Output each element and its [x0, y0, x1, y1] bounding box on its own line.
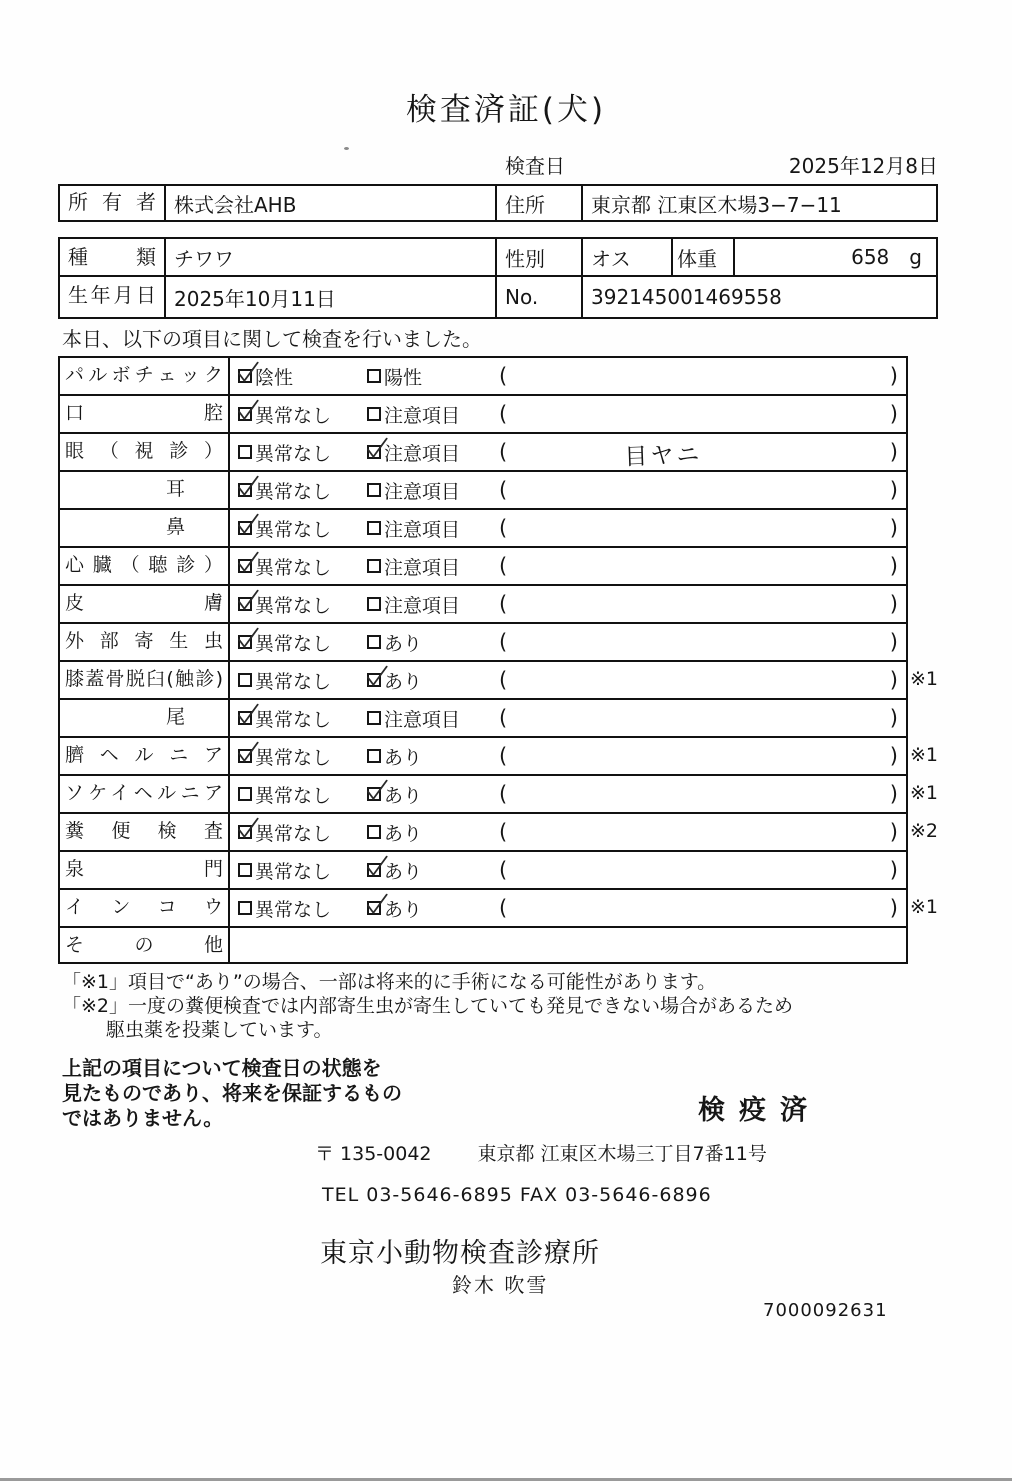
handwritten-note	[472, 599, 854, 612]
option-label: あり	[384, 670, 423, 693]
inspection-row	[60, 396, 906, 434]
check-mark-icon	[364, 852, 390, 880]
weight-value: 658	[851, 245, 890, 269]
option-label: 異常なし	[255, 784, 332, 807]
weight-cell	[735, 239, 936, 275]
option-1	[230, 553, 367, 580]
checkbox	[367, 407, 381, 421]
inspection-row	[60, 700, 906, 738]
option-label: 注意項目	[384, 442, 461, 465]
option-2	[367, 401, 499, 428]
inspection-row	[60, 776, 939, 814]
handwritten-note	[472, 409, 854, 422]
item-label: 眼（視診）	[60, 434, 230, 470]
option-label: あり	[384, 822, 423, 845]
tel-fax: TEL 03-5646-6895 FAX 03-5646-6896	[322, 1184, 712, 1206]
item-content	[230, 776, 906, 812]
checkbox	[238, 749, 252, 763]
footnote-mark: ※1	[910, 896, 939, 918]
weight-unit: g	[909, 245, 922, 269]
option-label: 異常なし	[255, 898, 332, 921]
checkbox	[367, 483, 381, 497]
open-paren: (	[499, 858, 508, 882]
open-paren: (	[499, 782, 508, 806]
check-mark-icon	[235, 472, 261, 500]
option-2	[367, 895, 499, 922]
option-2	[367, 819, 499, 846]
close-paren: )	[889, 896, 898, 920]
page-title: 検査済証(犬)	[405, 92, 607, 128]
checkbox	[238, 445, 252, 459]
option-1	[230, 857, 367, 884]
check-mark-icon	[235, 700, 261, 728]
option-label: 異常なし	[255, 822, 332, 845]
open-paren: (	[499, 896, 508, 920]
option-1	[230, 705, 367, 732]
check-mark-icon	[364, 434, 390, 462]
option-2	[367, 363, 499, 390]
disclaimer-line-2: 見たものであり、将来を保証するもの	[62, 1081, 402, 1105]
address-label: 住所	[497, 186, 583, 220]
checkbox	[367, 901, 381, 915]
checkbox	[367, 825, 381, 839]
checkbox	[367, 559, 381, 573]
open-paren: (	[499, 706, 508, 730]
option-label: 異常なし	[255, 556, 332, 579]
item-label: 外部寄生虫	[60, 624, 230, 660]
item-label: 尾	[60, 700, 230, 736]
close-paren: )	[889, 858, 898, 882]
handwritten-note	[472, 713, 854, 726]
checkbox	[367, 673, 381, 687]
option-2	[367, 743, 499, 770]
item-content	[230, 700, 906, 736]
inspection-row	[60, 548, 906, 586]
option-label: 異常なし	[255, 404, 332, 427]
close-paren: )	[889, 820, 898, 844]
checkbox	[367, 445, 381, 459]
checkbox	[367, 787, 381, 801]
item-content	[230, 662, 906, 698]
item-label: 糞便検査	[60, 814, 230, 850]
checkbox	[238, 597, 252, 611]
footnotes	[62, 970, 793, 1042]
checkbox	[367, 521, 381, 535]
check-mark-icon	[235, 358, 261, 386]
clinic-address: 東京都 江東区木場三丁目7番11号	[477, 1143, 767, 1165]
close-paren: )	[889, 630, 898, 654]
checkbox	[238, 825, 252, 839]
option-2	[367, 553, 499, 580]
vet-name: 鈴木 吹雪	[452, 1273, 549, 1297]
open-paren: (	[499, 516, 508, 540]
checkbox	[367, 711, 381, 725]
check-mark-icon	[235, 814, 261, 842]
sex-label: 性別	[497, 239, 583, 275]
serial-number: 7000092631	[763, 1300, 888, 1321]
option-1	[230, 439, 367, 466]
option-label: 注意項目	[384, 518, 461, 541]
open-paren: (	[499, 554, 508, 578]
option-label: 異常なし	[255, 632, 332, 655]
close-paren: )	[889, 592, 898, 616]
handwritten-note	[472, 675, 854, 688]
check-mark-icon	[364, 890, 390, 918]
inspection-date-label: 検査日	[505, 154, 565, 178]
check-mark-icon	[235, 624, 261, 652]
option-2	[367, 857, 499, 884]
item-label: 臍ヘルニア	[60, 738, 230, 774]
close-paren: )	[889, 706, 898, 730]
open-paren: (	[499, 744, 508, 768]
option-label: 異常なし	[255, 708, 332, 731]
inspection-date-row	[505, 150, 938, 179]
checkbox	[367, 863, 381, 877]
check-mark-icon	[235, 738, 261, 766]
item-label: 皮膚	[60, 586, 230, 622]
item-content	[230, 814, 906, 850]
close-paren: )	[889, 554, 898, 578]
handwritten-note	[472, 865, 854, 878]
clinic-address-row	[315, 1139, 767, 1166]
item-label: 泉門	[60, 852, 230, 888]
checkbox	[238, 559, 252, 573]
item-label: 口腔	[60, 396, 230, 432]
option-2	[367, 705, 499, 732]
option-label: あり	[384, 746, 423, 769]
option-1	[230, 743, 367, 770]
intro-text: 本日、以下の項目に関して検査を行いました。	[62, 327, 482, 351]
address-value: 東京都 江東区木場3−7−11	[591, 192, 842, 217]
checkbox	[367, 369, 381, 383]
handwritten-note	[472, 751, 854, 764]
owner-label: 所有者	[60, 186, 166, 220]
item-content	[230, 928, 906, 962]
item-label: インコウ	[60, 890, 230, 926]
option-2	[367, 515, 499, 542]
option-label: 異常なし	[255, 594, 332, 617]
option-1	[230, 819, 367, 846]
birth-label: 生年月日	[60, 277, 166, 317]
footnote-1: 「※1」項目で“あり”の場合、一部は将来的に手術になる可能性があります。	[62, 971, 717, 993]
option-label: 注意項目	[384, 556, 461, 579]
item-label: 膝蓋骨脱臼(触診)	[60, 662, 230, 698]
no-label: No.	[497, 277, 583, 317]
inspection-date-value: 2025年12月8日	[788, 154, 938, 178]
inspection-row	[60, 928, 906, 962]
open-paren: (	[499, 592, 508, 616]
option-1	[230, 515, 367, 542]
checkbox	[238, 787, 252, 801]
option-label: 異常なし	[255, 480, 332, 503]
check-mark-icon	[235, 396, 261, 424]
inspection-row	[60, 814, 939, 852]
breed-label: 種類	[60, 239, 166, 275]
option-label: 異常なし	[255, 860, 332, 883]
option-1	[230, 781, 367, 808]
sex-value: オス	[583, 239, 673, 275]
handwritten-note	[472, 903, 854, 916]
checkbox	[367, 749, 381, 763]
inspection-row	[60, 738, 939, 776]
inspection-row	[60, 662, 939, 700]
close-paren: )	[889, 782, 898, 806]
handwritten-note	[472, 827, 854, 840]
item-content	[230, 510, 906, 546]
close-paren: )	[889, 478, 898, 502]
option-1	[230, 363, 367, 390]
pet-table	[58, 237, 938, 319]
inspection-table	[58, 356, 939, 964]
option-1	[230, 401, 367, 428]
checkbox	[238, 711, 252, 725]
inspection-row	[60, 358, 906, 396]
open-paren: (	[499, 364, 508, 388]
footnote-2: 「※2」一度の糞便検査では内部寄生虫が寄生していても発見できない場合があるため	[62, 995, 794, 1017]
option-label: 陽性	[384, 366, 423, 389]
footnote-mark: ※1	[910, 782, 939, 804]
checkbox	[367, 635, 381, 649]
option-label: あり	[384, 898, 423, 921]
no-value: 392145001469558	[591, 285, 782, 309]
option-label: 注意項目	[384, 594, 461, 617]
item-label: パルボチェック	[60, 358, 230, 394]
checkbox	[238, 863, 252, 877]
option-label: 注意項目	[384, 480, 461, 503]
handwritten-note	[472, 637, 854, 650]
checkbox	[238, 521, 252, 535]
close-paren: )	[889, 402, 898, 426]
item-label: 耳	[60, 472, 230, 508]
close-paren: )	[889, 668, 898, 692]
option-label: 異常なし	[255, 746, 332, 769]
footnote-mark: ※2	[910, 820, 939, 842]
scan-artifact	[344, 147, 349, 150]
birth-value: 2025年10月11日	[166, 277, 497, 317]
checkbox	[238, 635, 252, 649]
breed-value: チワワ	[166, 239, 497, 275]
option-label: 陰性	[255, 366, 294, 389]
open-paren: (	[499, 630, 508, 654]
option-label: 注意項目	[384, 404, 461, 427]
option-label: 注意項目	[384, 708, 461, 731]
option-2	[367, 591, 499, 618]
open-paren: (	[499, 668, 508, 692]
option-label: 異常なし	[255, 442, 332, 465]
item-content	[230, 548, 906, 584]
option-label: あり	[384, 784, 423, 807]
inspection-row	[60, 434, 906, 472]
handwritten-note	[472, 561, 854, 574]
option-label: 異常なし	[255, 670, 332, 693]
handwritten-note	[472, 485, 854, 498]
inspection-row	[60, 890, 939, 928]
option-1	[230, 629, 367, 656]
weight-label: 体重	[673, 239, 735, 275]
option-1	[230, 667, 367, 694]
item-content	[230, 852, 906, 888]
inspection-row	[60, 510, 906, 548]
item-content	[230, 396, 906, 432]
inspection-row	[60, 852, 906, 890]
item-label: 心臓（聴診）	[60, 548, 230, 584]
close-paren: )	[889, 364, 898, 388]
item-content	[230, 472, 906, 508]
disclaimer	[62, 1056, 402, 1131]
item-label: 鼻	[60, 510, 230, 546]
handwritten-note: 目ヤニ	[624, 441, 704, 471]
item-content	[230, 434, 906, 470]
item-label: その他	[60, 928, 230, 962]
item-content	[230, 624, 906, 660]
checkbox	[238, 369, 252, 383]
item-content	[230, 358, 906, 394]
handwritten-note	[472, 789, 854, 802]
checkbox	[238, 901, 252, 915]
clinic-name: 東京小動物検査診療所	[320, 1238, 600, 1269]
inspection-row	[60, 624, 906, 662]
handwritten-note	[472, 371, 854, 384]
option-1	[230, 895, 367, 922]
postal-code: 〒 135-0042	[315, 1143, 432, 1165]
option-2	[367, 629, 499, 656]
check-mark-icon	[235, 510, 261, 538]
item-label: ソケイヘルニア	[60, 776, 230, 812]
footnote-2-continued: 駆虫薬を投薬しています。	[106, 1019, 333, 1041]
disclaimer-line-1: 上記の項目について検査日の状態を	[62, 1056, 382, 1080]
check-mark-icon	[235, 586, 261, 614]
option-1	[230, 477, 367, 504]
option-label: 異常なし	[255, 518, 332, 541]
handwritten-note	[472, 523, 854, 536]
owner-table	[58, 184, 938, 222]
inspection-row	[60, 586, 906, 624]
close-paren: )	[889, 516, 898, 540]
checkbox	[238, 407, 252, 421]
close-paren: )	[889, 744, 898, 768]
close-paren: )	[889, 440, 898, 464]
item-content	[230, 890, 906, 926]
disclaimer-line-3: ではありません。	[62, 1106, 224, 1130]
owner-value: 株式会社AHB	[166, 186, 497, 220]
open-paren: (	[499, 440, 508, 464]
item-content	[230, 586, 906, 622]
checkbox	[238, 483, 252, 497]
check-mark-icon	[364, 776, 390, 804]
option-1	[230, 591, 367, 618]
open-paren: (	[499, 820, 508, 844]
option-label: あり	[384, 632, 423, 655]
open-paren: (	[499, 478, 508, 502]
inspection-row	[60, 472, 906, 510]
option-2	[367, 781, 499, 808]
option-2	[367, 667, 499, 694]
open-paren: (	[499, 402, 508, 426]
footnote-mark: ※1	[910, 744, 939, 766]
check-mark-icon	[235, 548, 261, 576]
item-content	[230, 738, 906, 774]
checkbox	[238, 673, 252, 687]
option-label: あり	[384, 860, 423, 883]
quarantine-stamp: 検疫済	[698, 1095, 821, 1126]
footnote-mark: ※1	[910, 668, 939, 690]
checkbox	[367, 597, 381, 611]
option-2	[367, 477, 499, 504]
check-mark-icon	[364, 662, 390, 690]
